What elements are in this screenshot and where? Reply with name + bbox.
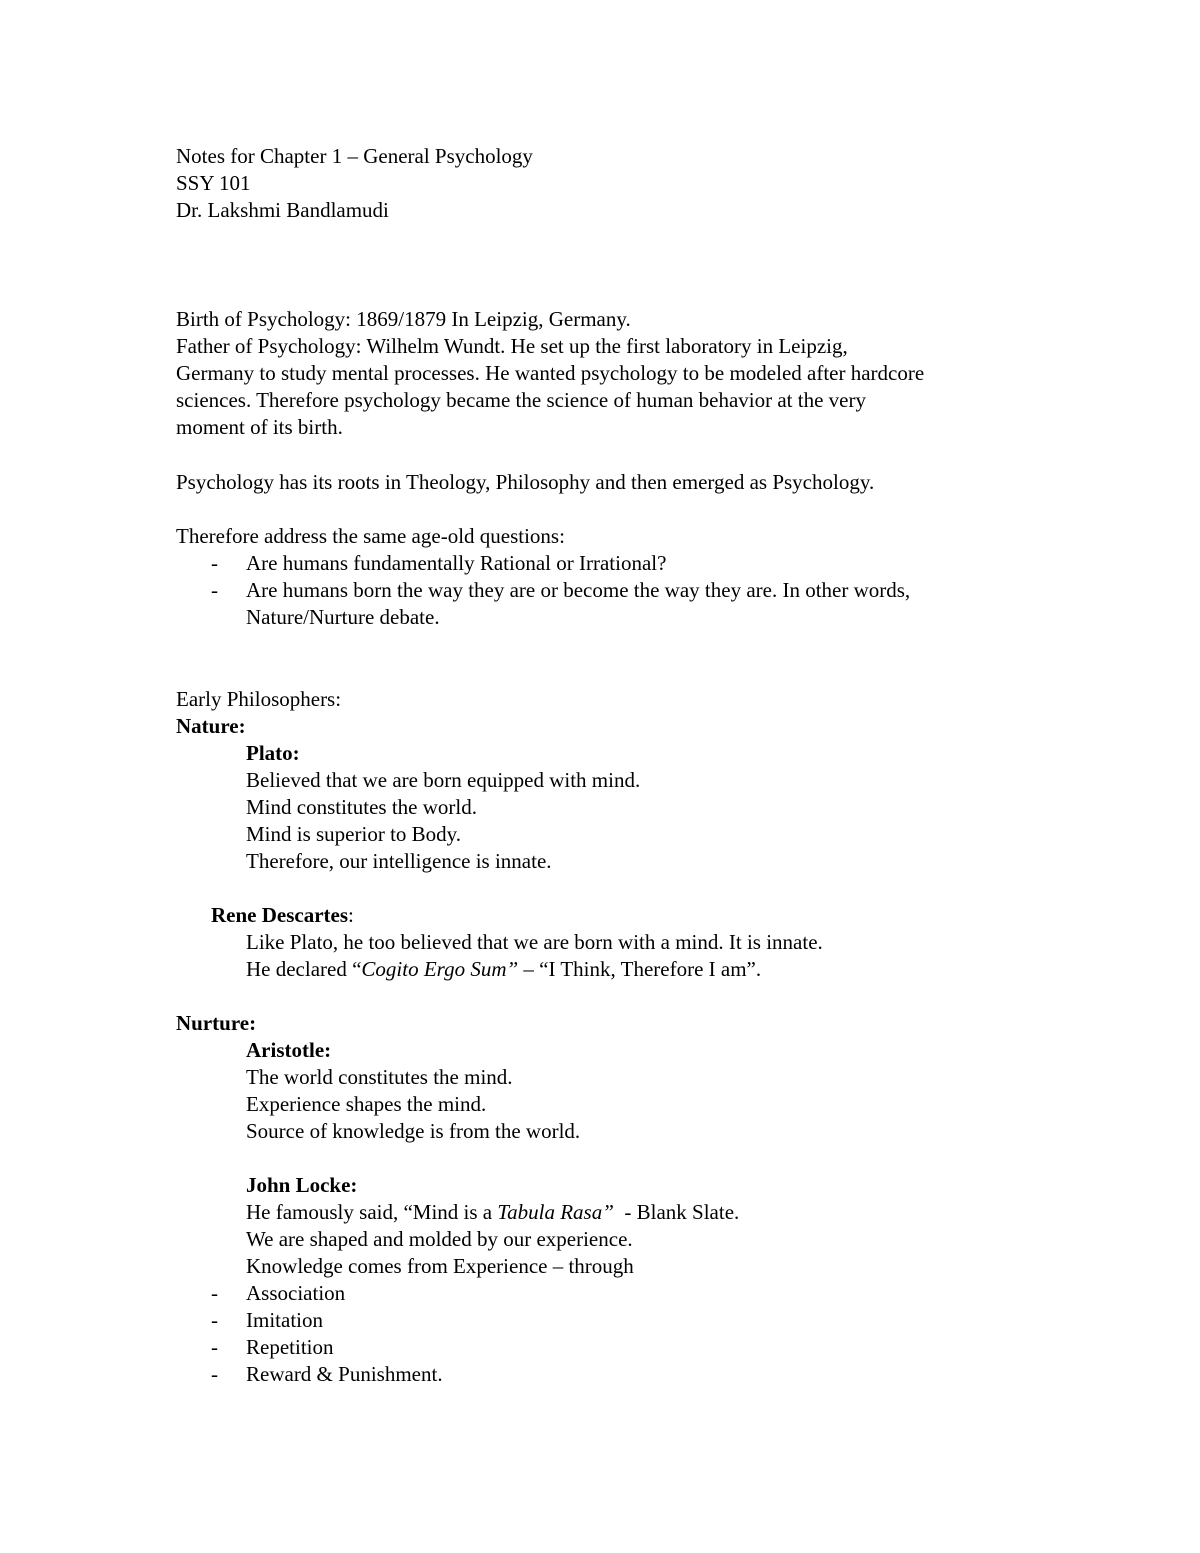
descartes-line: Like Plato, he too believed that we are born with a mind. It is innate.	[246, 930, 823, 954]
birth-of-psychology: Birth of Psychology: 1869/1879 In Leipzig, Germany.	[176, 307, 631, 331]
nature-label: Nature:	[176, 714, 246, 738]
question-item: Are humans fundamentally Rational or Irrational?	[246, 551, 667, 575]
plato-heading: Plato:	[246, 741, 300, 765]
father-line: Father of Psychology: Wilhelm Wundt. He set up the first laboratory in Leipzig,	[176, 334, 848, 358]
locke-line: Knowledge comes from Experience – through	[246, 1254, 634, 1278]
roots-paragraph: Psychology has its roots in Theology, Philosophy and then emerged as Psychology.	[176, 470, 875, 494]
descartes-colon: :	[348, 903, 354, 927]
descartes-quote	[246, 956, 761, 983]
instructor-name: Dr. Lakshmi Bandlamudi	[176, 198, 389, 222]
aristotle-line: Experience shapes the mind.	[246, 1092, 487, 1116]
father-line: sciences. Therefore psychology became the science of human behavior at the very	[176, 388, 866, 412]
quote-text: - Blank Slate.	[613, 1200, 740, 1224]
tabula-rasa-phrase: Tabula Rasa”	[497, 1200, 614, 1224]
nurture-label: Nurture:	[176, 1011, 257, 1035]
question-item: Are humans born the way they are or become the way they are. In other words,	[246, 578, 911, 602]
bullet-dash: -	[211, 578, 218, 602]
locke-bullet: Association	[246, 1281, 346, 1305]
course-code: SSY 101	[176, 171, 251, 195]
document-title: Notes for Chapter 1 – General Psychology	[176, 144, 533, 168]
bullet-dash: -	[211, 1308, 218, 1332]
locke-line: We are shaped and molded by our experience.	[246, 1227, 633, 1251]
locke-heading: John Locke:	[246, 1173, 358, 1197]
plato-line: Therefore, our intelligence is innate.	[246, 849, 552, 873]
bullet-dash: -	[211, 1335, 218, 1359]
question-item-continuation: Nature/Nurture debate.	[246, 605, 440, 629]
cogito-phrase: Cogito Ergo Sum”	[361, 957, 519, 981]
bullet-dash: -	[211, 1362, 218, 1386]
locke-bullet: Repetition	[246, 1335, 334, 1359]
philosophers-heading: Early Philosophers:	[176, 687, 342, 711]
locke-bullet: Reward & Punishment.	[246, 1362, 443, 1386]
aristotle-line: The world constitutes the mind.	[246, 1065, 513, 1089]
father-line: Germany to study mental processes. He wanted psychology to be modeled after hardcore	[176, 361, 925, 385]
locke-bullet: Imitation	[246, 1308, 323, 1332]
descartes-heading	[211, 902, 354, 929]
descartes-name: Rene Descartes	[211, 903, 349, 927]
plato-line: Mind constitutes the world.	[246, 795, 477, 819]
father-line: moment of its birth.	[176, 415, 343, 439]
bullet-dash: -	[211, 1281, 218, 1305]
locke-quote	[246, 1199, 739, 1226]
questions-intro: Therefore address the same age-old questions:	[176, 524, 565, 548]
plato-line: Mind is superior to Body.	[246, 822, 462, 846]
quote-text: – “I Think, Therefore I am”.	[518, 957, 762, 981]
aristotle-line: Source of knowledge is from the world.	[246, 1119, 581, 1143]
plato-line: Believed that we are born equipped with mind.	[246, 768, 641, 792]
bullet-dash: -	[211, 551, 218, 575]
quote-text: He declared “	[246, 957, 362, 981]
quote-text: He famously said, “Mind is a	[246, 1200, 498, 1224]
aristotle-heading: Aristotle:	[246, 1038, 332, 1062]
